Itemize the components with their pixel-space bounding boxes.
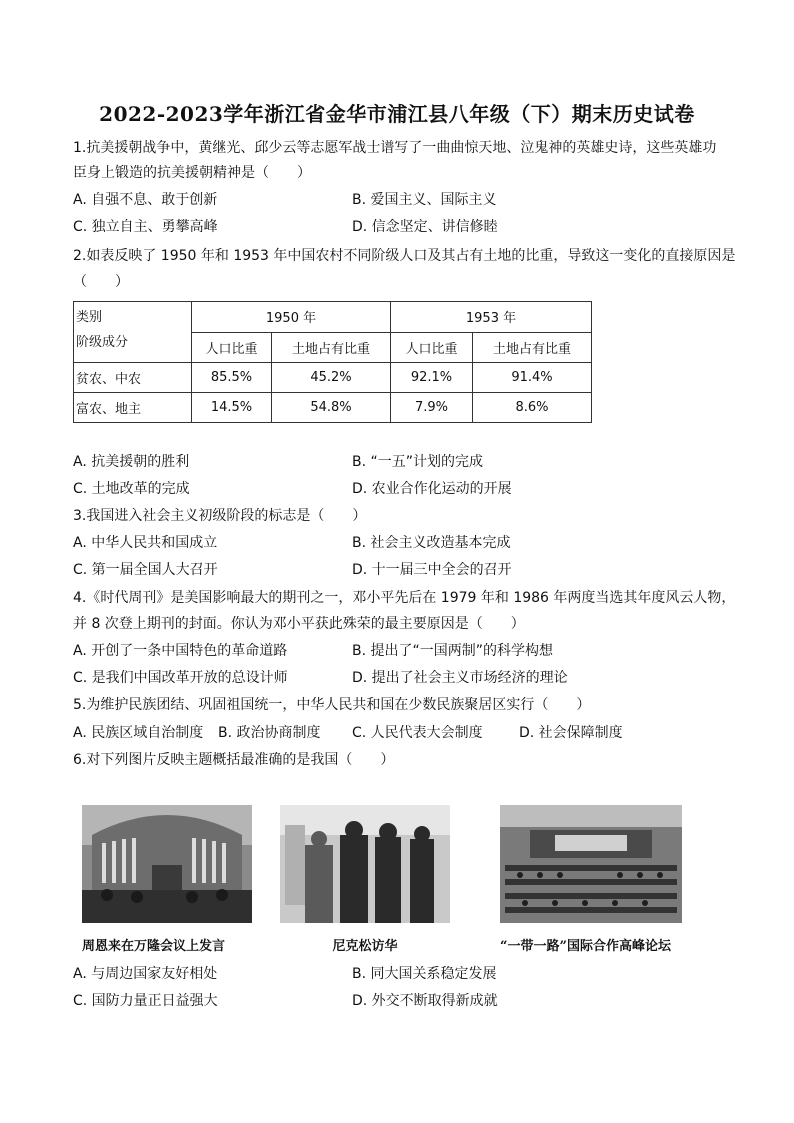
q3-option-a: A. 中华人民共和国成立 [73, 535, 218, 551]
bandung-photo [82, 805, 252, 954]
q1-stem-line1: 1.抗美援朝战争中，黄继光、邱少云等志愿军战士谱写了一曲曲惊天地、泣鬼神的英雄史诗，这些英雄功 [73, 140, 717, 156]
q4-option-a: A. 开创了一条中国特色的革命道路 [73, 643, 288, 659]
q1-option-c: C. 独立自主、勇攀高峰 [73, 219, 218, 235]
q3-option-c: C. 第一届全国人大召开 [73, 562, 218, 578]
bandung-conference-image [82, 805, 252, 923]
q4-option-d: D. 提出了社会主义市场经济的理论 [352, 670, 568, 686]
page-title: 2022-2023学年浙江省金华市浦江县八年级（下）期末历史试卷 [99, 102, 695, 126]
q6-stem: 6.对下列图片反映主题概括最准确的是我国（ ） [73, 752, 395, 768]
table-row-label: 贫农、中农 [74, 363, 192, 393]
belt-road-photo [500, 805, 682, 954]
q4-stem-line1: 4.《时代周刊》是美国影响最大的期刊之一，邓小平先后在 1979 年和 1986 年两度当选其年度风云人物， [73, 590, 736, 606]
q5-option-b: B. 政治协商制度 [218, 725, 321, 741]
q6-option-a: A. 与周边国家友好相处 [73, 966, 218, 982]
q3-option-d: D. 十一届三中全会的召开 [352, 562, 512, 578]
belt-road-forum-image [500, 805, 682, 923]
corner-label-category: 类别 [76, 310, 103, 325]
q6-option-c: C. 国防力量正日益强大 [73, 993, 218, 1009]
table-subheader: 土地占有比重 [473, 332, 592, 363]
table-cell: 54.8% [272, 393, 391, 423]
table-row-label: 富农、地主 [74, 393, 192, 423]
table-cell: 92.1% [391, 363, 473, 393]
q2-option-d: D. 农业合作化运动的开展 [352, 481, 512, 497]
q2-stem-line1: 2.如表反映了 1950 年和 1953 年中国农村不同阶级人口及其占有土地的比重，导致这一变化的直接原因是 [73, 248, 736, 264]
land-ratio-table [73, 301, 592, 423]
q2-option-c: C. 土地改革的完成 [73, 481, 190, 497]
q5-option-c: C. 人民代表大会制度 [352, 725, 483, 741]
q3-option-b: B. 社会主义改造基本完成 [352, 535, 511, 551]
table-cell: 14.5% [192, 393, 272, 423]
q1-option-d: D. 信念坚定、讲信修睦 [352, 219, 498, 235]
table-corner-cell [74, 302, 192, 363]
caption-belt-road: “一带一路”国际合作高峰论坛 [500, 939, 671, 954]
table-cell: 8.6% [473, 393, 592, 423]
q4-option-b: B. 提出了“一国两制”的科学构想 [352, 643, 554, 659]
q3-stem: 3.我国进入社会主义初级阶段的标志是（ ） [73, 508, 367, 524]
q5-option-a: A. 民族区域自治制度 [73, 725, 204, 741]
table-row [74, 393, 592, 423]
q1-stem-line2: 臣身上锻造的抗美援朝精神是（ ） [73, 165, 311, 181]
table-cell: 85.5% [192, 363, 272, 393]
table-subheader: 土地占有比重 [272, 332, 391, 363]
q1-option-a: A. 自强不息、敢于创新 [73, 192, 218, 208]
table-header-1953: 1953 年 [391, 302, 592, 333]
q4-stem-line2: 并 8 次登上期刊的封面。你认为邓小平获此殊荣的最主要原因是（ ） [73, 616, 525, 632]
table-header-1950: 1950 年 [192, 302, 391, 333]
corner-label-class: 阶级成分 [76, 335, 129, 350]
q6-option-d: D. 外交不断取得新成就 [352, 993, 498, 1009]
table-cell: 7.9% [391, 393, 473, 423]
table-row [74, 363, 592, 393]
nixon-visit-image [280, 805, 450, 923]
table-subheader: 人口比重 [192, 332, 272, 363]
q6-photo-strip [82, 805, 712, 955]
table-cell: 91.4% [473, 363, 592, 393]
q5-option-d: D. 社会保障制度 [519, 725, 623, 741]
q5-stem: 5.为维护民族团结、巩固祖国统一，中华人民共和国在少数民族聚居区实行（ ） [73, 697, 591, 713]
q2-option-a: A. 抗美援朝的胜利 [73, 454, 190, 470]
q2-option-b: B. “一五”计划的完成 [352, 454, 484, 470]
q2-stem-line2: （ ） [73, 274, 129, 290]
caption-bandung: 周恩来在万隆会议上发言 [82, 939, 226, 954]
caption-nixon: 尼克松访华 [332, 939, 398, 954]
nixon-photo [280, 805, 450, 954]
q4-option-c: C. 是我们中国改革开放的总设计师 [73, 670, 288, 686]
q6-option-b: B. 同大国关系稳定发展 [352, 966, 497, 982]
q1-option-b: B. 爱国主义、国际主义 [352, 192, 497, 208]
table-cell: 45.2% [272, 363, 391, 393]
table-subheader: 人口比重 [391, 332, 473, 363]
